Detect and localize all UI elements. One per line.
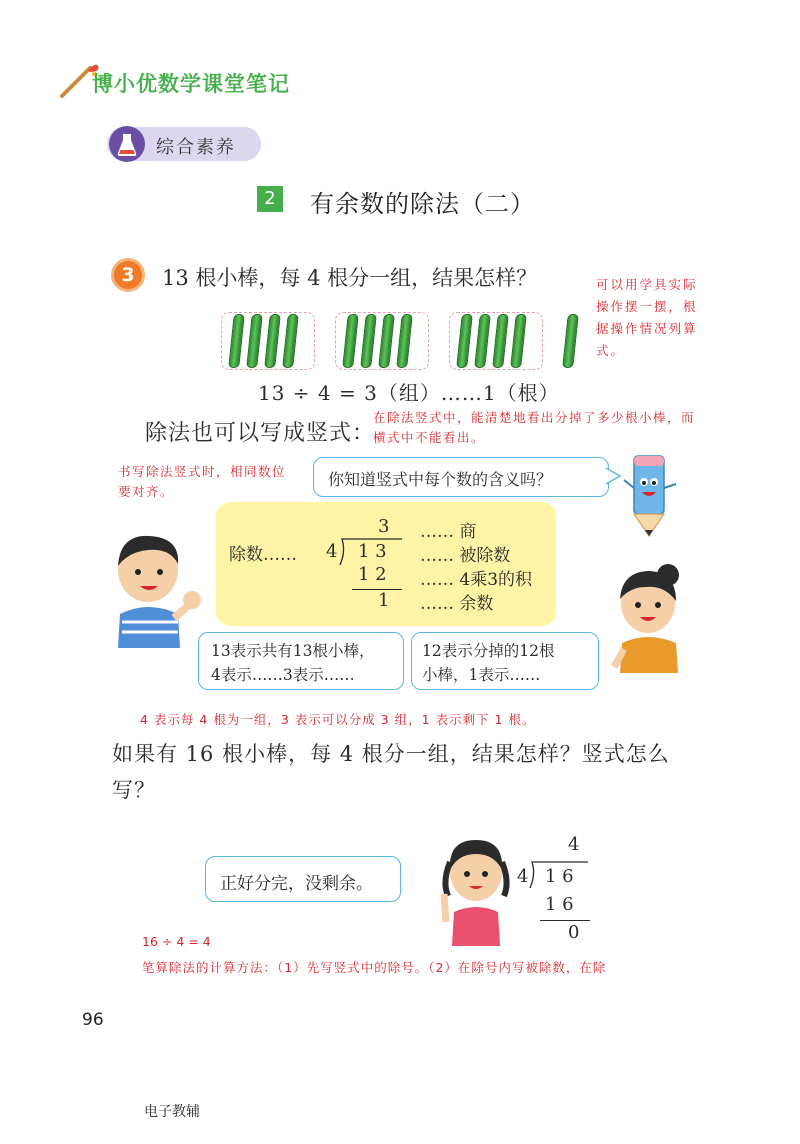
quotient: 3 <box>378 516 390 537</box>
girl-speech-line1: 12表示分掉的12根 <box>422 642 555 660</box>
example-question: 13 根小棒，每 4 根分一组，结果怎样？ <box>162 266 538 290</box>
label-remainder: …… 余数 <box>420 594 494 614</box>
label-product: …… 4乘3的积 <box>420 570 533 590</box>
pencil-speech-bubble <box>313 457 609 497</box>
note-vertical-advantage: 在除法竖式中，能清楚地看出分掉了多少根小棒，而横式中不能看出。 <box>373 410 696 445</box>
subtraction-line-2 <box>540 920 590 921</box>
lesson-number: 2 <box>257 186 283 212</box>
label-quotient: …… 商 <box>420 522 477 542</box>
page-number: 96 <box>82 1010 104 1030</box>
girl2-speech-text: 正好分完，没剩余。 <box>220 874 373 894</box>
dividend: 1 3 <box>358 541 387 562</box>
lesson-title: 有余数的除法（二） <box>310 190 535 218</box>
note-equation: 16 ÷ 4 = 4 <box>142 934 211 949</box>
flask-icon <box>109 126 145 162</box>
product-2: 1 6 <box>545 894 574 915</box>
dividend-2: 1 6 <box>545 866 574 887</box>
divisor: 4 <box>326 541 338 562</box>
boy-speech-line2: 4表示……3表示…… <box>211 666 355 684</box>
section-pill-label: 综合素养 <box>156 137 236 158</box>
boy-speech-bubble <box>198 632 404 690</box>
remainder-2: 0 <box>568 922 580 943</box>
stick-remainder <box>562 314 579 368</box>
girl-character-icon <box>606 563 692 673</box>
girl2-character-icon <box>432 832 516 946</box>
label-dividend: …… 被除数 <box>420 546 511 566</box>
quotient-2: 4 <box>568 834 580 855</box>
left-label-divisor: 除数…… <box>229 545 297 565</box>
girl2-speech-bubble <box>205 856 401 902</box>
pencil-speech-text: 你知道竖式中每个数的含义吗？ <box>328 470 553 489</box>
product: 1 2 <box>358 564 387 585</box>
brand-title-text: 博小优数学课堂笔记 <box>92 72 290 96</box>
girl-speech-bubble <box>411 632 599 690</box>
boy-character-icon <box>108 530 208 648</box>
girl-speech-line2: 小棒，1表示…… <box>422 666 541 684</box>
boy-speech-line1: 13表示共有13根小棒， <box>211 642 375 660</box>
note-alignment: 书写除法竖式时，相同数位要对齐。 <box>118 464 287 499</box>
question-2: 如果有 16 根小棒，每 4 根分一组，结果怎样？竖式怎么写？ <box>112 742 670 802</box>
note-operate: 可以用学具实际操作摆一摆，根据操作情况列算式。 <box>596 277 698 358</box>
subtraction-line <box>352 589 402 590</box>
divisor-2: 4 <box>517 866 529 887</box>
example-number-badge: 3 <box>111 258 145 292</box>
remainder: 1 <box>378 590 390 611</box>
note-meaning: 4 表示每 4 根为一组，3 表示可以分成 3 组，1 表示剩下 1 根。 <box>140 712 536 727</box>
note-method: 笔算除法的计算方法：（1）先写竖式中的除号。（2）在除号内写被除数，在除 <box>142 960 607 975</box>
footer-label: 电子教辅 <box>144 1104 200 1120</box>
pencil-character-icon <box>620 450 680 538</box>
brand-title <box>92 68 290 98</box>
vertical-form-prompt: 除法也可以写成竖式： <box>145 421 376 446</box>
division-equation: 13 ÷ 4 = 3（组）……1（根） <box>258 381 560 405</box>
